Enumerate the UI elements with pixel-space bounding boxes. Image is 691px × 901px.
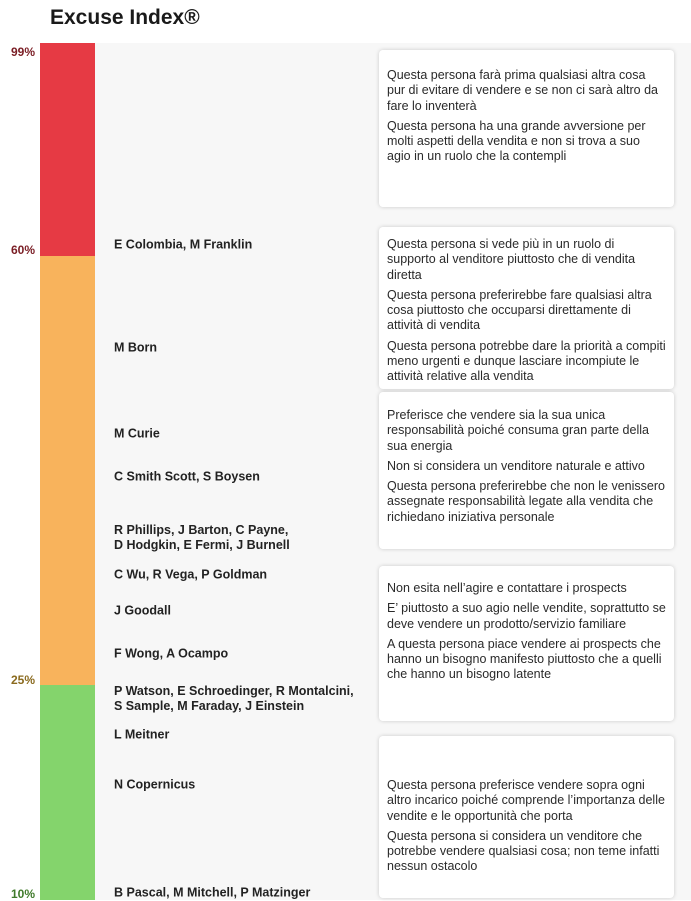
person-label-line: E Colombia, M Franklin (114, 237, 253, 252)
description-text: A questa persona piace vendere ai prospects che hanno un bisogno manifesto piuttosto che a quelli che hanno un bisogno latente (387, 636, 662, 682)
description-text: Questa persona potrebbe dare la priorità a compiti meno urgenti e dunque lasciare incompiute le attività relative alla vendita (387, 338, 666, 384)
person-label-line: R Phillips, J Barton, C Payne, (114, 522, 289, 537)
tick-label: 25% (11, 673, 36, 687)
description-text: Questa persona preferirebbe che non le venissero assegnate responsabilità legate alla vendita che richiedano iniziativa personale (387, 479, 665, 524)
tick-label: 10% (11, 887, 36, 901)
description-text: Questa persona si vede più in un ruolo di supporto al venditore piuttosto che di vendita diretta (387, 237, 636, 282)
description-text: Questa persona preferisce vendere sopra ogni altro incarico poiché comprende l’importanza delle vendite e le opportunità che porta (387, 778, 665, 823)
person-label-line: M Born (114, 340, 158, 355)
person-label (114, 647, 228, 662)
person-label (114, 340, 157, 355)
person-label-line: P Watson, E Schroedinger, R Montalcini, (114, 684, 354, 699)
description-card (379, 50, 674, 207)
person-label (114, 469, 260, 484)
person-label (114, 523, 290, 553)
person-label (114, 728, 169, 743)
person-label (114, 778, 195, 793)
person-label (114, 604, 171, 619)
tick-label: 99% (11, 45, 36, 59)
description-text: E’ piuttosto a suo agio nelle vendite, soprattutto se deve vendere un prodotto/servizio familiare (387, 601, 666, 631)
description-card (379, 566, 674, 721)
person-label (114, 426, 160, 441)
person-label-line: J Goodall (114, 603, 171, 618)
person-label-line: C Wu, R Vega, P Goldman (114, 567, 268, 582)
person-label-line: S Sample, M Faraday, J Einstein (114, 699, 305, 714)
person-label (114, 885, 310, 900)
chart-title: Excuse Index® (50, 6, 200, 29)
description-card (379, 227, 674, 389)
zone-orange (40, 256, 95, 685)
description-text: Non si considera un venditore naturale e attivo (387, 458, 645, 473)
tick-label: 60% (11, 243, 36, 257)
description-text: Questa persona preferirebbe fare qualsiasi altra cosa piuttosto che occuparsi direttamente di attività di vendita (387, 287, 652, 333)
person-label (114, 238, 252, 253)
person-label-line: F Wong, A Ocampo (114, 646, 229, 661)
person-label (114, 567, 267, 582)
description-text: Questa persona ha una grande avversione per molti aspetti della vendita e non si trova a suo agio in un ruolo che la contempli (387, 118, 646, 164)
description-text: Questa persona si considera un venditore che potrebbe vendere qualsiasi cosa; non teme infatti nessun ostacolo (387, 828, 660, 874)
zone-green (40, 685, 95, 900)
description-card (379, 392, 674, 549)
person-label-line: L Meitner (114, 727, 170, 742)
person-label-line: D Hodgkin, E Fermi, J Burnell (114, 537, 290, 552)
description-text: Preferisce che vendere sia la sua unica responsabilità poiché consuma gran parte della sua energia (387, 408, 649, 453)
person-label-line: M Curie (114, 426, 160, 441)
description-text: Questa persona farà prima qualsiasi altra cosa pur di evitare di vendere e se non ci sarà altro da fare lo inventerà (387, 68, 658, 113)
zone-red (40, 43, 95, 256)
person-label (114, 684, 354, 714)
person-label-line: N Copernicus (114, 777, 196, 792)
person-label-line: B Pascal, M Mitchell, P Matzinger (114, 885, 311, 900)
description-text: Non esita nell’agire e contattare i prospects (387, 581, 627, 595)
description-card (379, 736, 674, 898)
person-label-line: C Smith Scott, S Boysen (114, 469, 260, 484)
